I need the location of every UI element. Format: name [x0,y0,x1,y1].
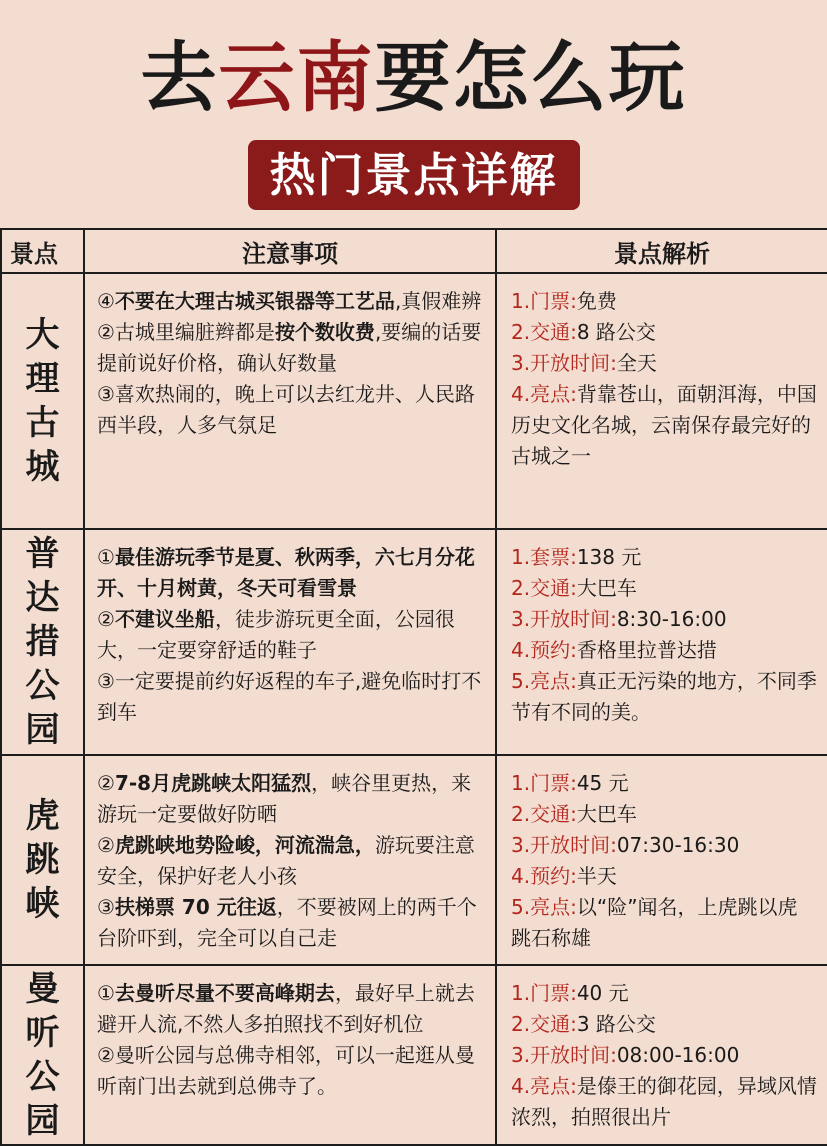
note-item [97,286,485,317]
note-text: ② [97,833,115,857]
info-value: 香格里拉普达措 [576,638,717,662]
note-text: ,真假难辨 [394,289,482,313]
attraction-name: 大理古城 [25,315,60,487]
table-row [1,273,827,529]
info-value: 真正无污染的地方，不同季节有不同的美。 [511,669,817,724]
info-item [511,861,817,892]
info-label: 3.开放时间: [511,833,617,857]
info-value: 半天 [576,864,617,888]
info-cell [496,273,827,529]
info-item [511,666,817,728]
info-value: 免费 [576,289,617,313]
note-text: ,要编的话要提前说好价格，确认好数量 [97,320,482,375]
note-item [97,604,485,666]
info-value: 08:00-16:00 [616,1043,740,1067]
info-value: 大巴车 [576,802,637,826]
info-item [511,379,817,472]
info-item [511,635,817,666]
note-item [97,892,485,954]
note-item [97,978,485,1040]
note-emphasis: 虎跳峡地势险峻，河流湍急， [114,833,375,857]
note-emphasis: 7-8月虎跳峡太阳猛烈 [114,771,312,795]
note-emphasis: 不要在大理古城买银器等工艺品 [114,289,395,313]
note-emphasis: 不建议坐船 [114,607,215,631]
attraction-name: 普达措公园 [25,534,60,750]
info-value: 全天 [616,351,657,375]
info-cell [496,529,827,755]
title-part-3: 要怎么玩 [374,33,687,122]
title-part-1: 去 [140,33,219,122]
info-value: 以“险”闻名，上虎跳以虎跳石称雄 [511,895,798,950]
info-item [511,317,817,348]
info-label: 4.亮点: [511,382,577,406]
note-item [97,666,485,728]
note-text: ，不要被网上的两千个台阶吓到，完全可以自己走 [97,895,477,950]
info-label: 1.门票: [511,981,577,1005]
info-label: 1.门票: [511,771,577,795]
info-item [511,604,817,635]
attractions-table [0,228,827,1146]
column-header-notes: 注意事项 [84,229,496,273]
info-item [511,1009,817,1040]
table-header-row [1,229,827,273]
info-item [511,768,817,799]
subtitle-badge: 热门景点详解 [248,140,580,210]
info-label: 3.开放时间: [511,1043,617,1067]
note-text: ③一定要提前约好返程的车子,避免临时打不到车 [97,669,482,724]
note-text: ②古城里编脏辫都是 [97,320,275,344]
info-value: 45 元 [576,771,629,795]
note-item [97,317,485,379]
info-item [511,286,817,317]
note-emphasis: 最佳游玩季节是夏、秋两季，六七月分花开、十月树黄，冬天可看雪景 [97,545,475,600]
info-value: 8 路公交 [576,320,656,344]
note-text: ②曼听公园与总佛寺相邻，可以一起逛从曼听南门出去就到总佛寺了。 [97,1043,475,1098]
note-text: ④ [97,289,115,313]
note-item [97,830,485,892]
info-cell [496,755,827,965]
info-value: 3 路公交 [576,1012,656,1036]
info-value: 8:30-16:00 [616,607,727,631]
column-header-info: 景点解析 [496,229,827,273]
attraction-name-cell [1,529,84,755]
info-label: 2.交通: [511,802,577,826]
attraction-name-cell [1,965,84,1145]
note-text: ，峡谷里更热，来游玩一定要做好防晒 [97,771,472,826]
info-item [511,978,817,1009]
info-cell [496,965,827,1145]
info-item [511,1071,817,1133]
note-item [97,542,485,604]
column-header-attraction: 景点 [1,229,84,273]
info-label: 4.预约: [511,864,577,888]
table-row [1,755,827,965]
info-item [511,573,817,604]
note-item [97,768,485,830]
note-text: ① [97,981,115,1005]
info-value: 40 元 [576,981,629,1005]
info-item [511,1040,817,1071]
notes-cell [84,755,496,965]
attraction-name: 曼听公园 [25,969,60,1141]
info-label: 1.套票: [511,545,577,569]
info-label: 4.亮点: [511,1074,577,1098]
note-emphasis: 去曼听尽量不要高峰期去 [114,981,335,1005]
note-item [97,1040,485,1102]
info-item [511,799,817,830]
table-row [1,965,827,1145]
info-value: 138 元 [576,545,642,569]
note-text: ② [97,607,115,631]
info-value: 背靠苍山，面朝洱海，中国历史文化名城，云南保存最完好的古城之一 [511,382,817,468]
subtitle-container [0,140,827,210]
info-label: 2.交通: [511,320,577,344]
info-value: 是傣王的御花园，异域风情浓烈，拍照很出片 [511,1074,817,1129]
note-emphasis: 按个数收费 [274,320,375,344]
table-row [1,529,827,755]
note-item [97,379,485,441]
notes-cell [84,529,496,755]
note-text: ，最好早上就去避开人流,不然人多拍照找不到好机位 [97,981,475,1036]
notes-cell [84,965,496,1145]
notes-cell [84,273,496,529]
info-value: 大巴车 [576,576,637,600]
info-value: 07:30-16:30 [616,833,740,857]
info-item [511,830,817,861]
title-part-2-highlight: 云南 [218,33,375,122]
attraction-name: 虎跳峡 [25,796,60,924]
attraction-name-cell [1,755,84,965]
info-label: 1.门票: [511,289,577,313]
info-label: 5.亮点: [511,895,577,919]
info-label: 2.交通: [511,576,577,600]
info-item [511,542,817,573]
info-item [511,348,817,379]
note-text: 游玩要注意安全，保护好老人小孩 [97,833,475,888]
attraction-name-cell [1,273,84,529]
note-text: ① [97,545,115,569]
page-title [0,18,827,138]
info-label: 2.交通: [511,1012,577,1036]
info-label: 3.开放时间: [511,351,617,375]
info-label: 4.预约: [511,638,577,662]
note-emphasis: 扶梯票 70 元往返 [114,895,277,919]
note-text: ③ [97,895,115,919]
note-text: ，徒步游玩更全面，公园很大，一定要穿舒适的鞋子 [97,607,455,662]
info-item [511,892,817,954]
note-text: ③喜欢热闹的，晚上可以去红龙井、人民路西半段，人多气氛足 [97,382,475,437]
info-label: 5.亮点: [511,669,577,693]
info-label: 3.开放时间: [511,607,617,631]
note-text: ② [97,771,115,795]
